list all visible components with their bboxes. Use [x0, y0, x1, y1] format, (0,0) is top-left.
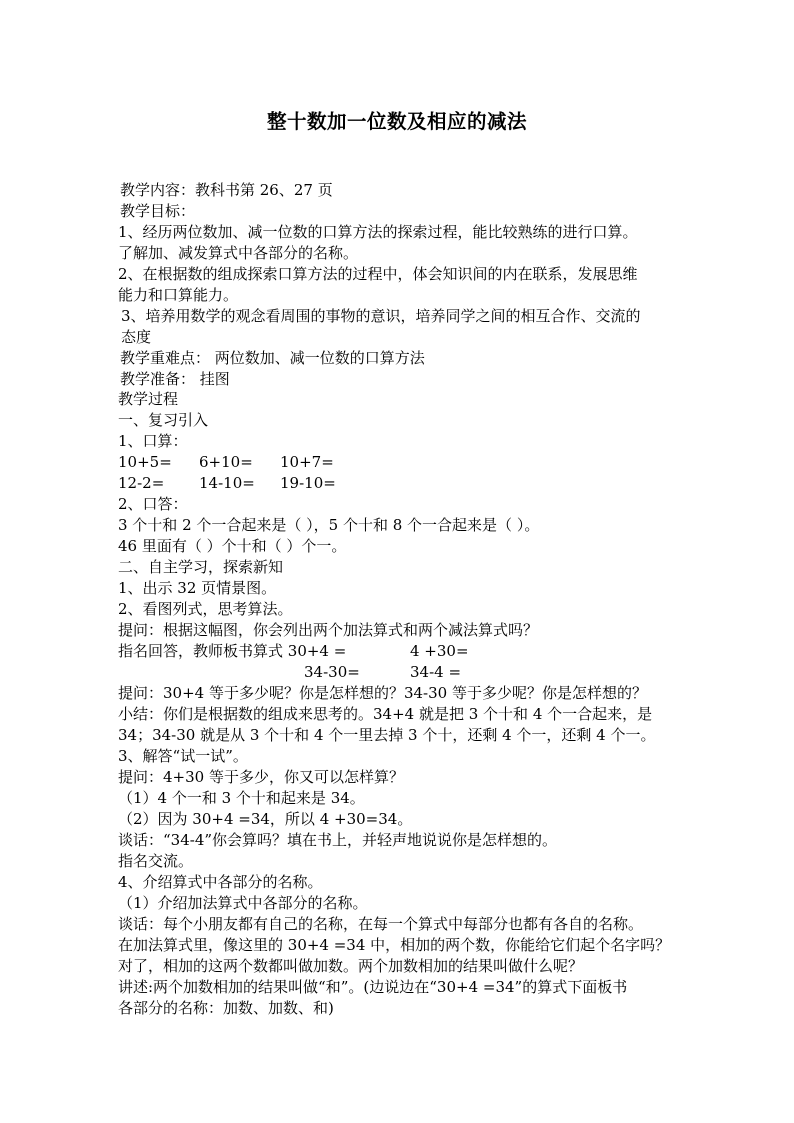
oral-question-1: 3 个十和 2 个一合起来是（ ），5 个十和 8 个一合起来是（ ）。	[118, 516, 540, 534]
board-equation: 4 +30=	[410, 642, 469, 660]
oral-question-2: 46 里面有（ ）个十和（ ）个一。	[118, 537, 347, 555]
exercise: 12-2=	[118, 474, 165, 492]
exercise-row-1	[0, 452, 794, 472]
summary-line-2: 34；34-30 就是从 3 个十和 4 个一里去掉 3 个十，还剩 4 个一，还剩 4 个一。	[118, 726, 656, 744]
goal-1-line-2: 了解加、减发算式中各部分的名称。	[118, 244, 359, 262]
process-heading: 教学过程	[118, 390, 179, 408]
goal-1-line-1: 1、经历两位数加、减一位数的口算方法的探索过程，能比较熟练的进行口算。	[118, 223, 638, 241]
exercise: 14-10=	[199, 474, 255, 492]
question-2: 提问：30+4 等于多少呢？你是怎样想的？34-30 等于多少呢？你是怎样想的？	[118, 684, 647, 702]
document-title: 整十数加一位数及相应的减法	[266, 110, 527, 133]
question-3: 提问：4+30 等于多少，你又可以怎样算？	[118, 768, 404, 786]
board-equation: 34-30=	[304, 663, 360, 681]
step-3: 3、解答“试一试”。	[118, 747, 248, 765]
exercise-row-2	[0, 473, 794, 493]
exercise: 10+7=	[280, 453, 334, 471]
summary-line-1: 小结：你们是根据数的组成来思考的。34+4 就是把 3 个十和 4 个一合起来，是	[118, 705, 653, 723]
talk-2-line-3: 对了，相加的这两个数都叫做加数。两个加数相加的结果叫做什么呢？	[118, 957, 584, 975]
goal-3-line-2: 态度	[121, 328, 152, 346]
board-equations-row-2	[0, 662, 794, 682]
section-self-study: 二、自主学习，探索新知	[118, 558, 284, 576]
sub-step-1: （1）介绍加法算式中各部分的名称。	[118, 894, 368, 912]
key-points: 教学重难点： 两位数加、减一位数的口算方法	[120, 349, 425, 367]
teaching-content: 教学内容：教科书第 26、27 页	[120, 181, 333, 199]
answer-lead: 指名回答，教师板书算式 30+4 =	[118, 642, 347, 660]
section-review-intro: 一、复习引入	[118, 411, 209, 429]
step-2: 2、看图列式，思考算法。	[118, 600, 293, 618]
teaching-goals-heading: 教学目标：	[120, 202, 196, 220]
exercise: 10+5=	[118, 453, 172, 471]
exercise: 6+10=	[199, 453, 253, 471]
talk-2-line-1: 谈话：每个小朋友都有自己的名称，在每一个算式中每部分也都有各自的名称。	[118, 915, 644, 933]
question-1: 提问：根据这幅图，你会列出两个加法算式和两个减法算式吗？	[118, 621, 539, 639]
talk-2-line-2: 在加法算式里，像这里的 30+4 =34 中，相加的两个数，你能给它们起个名字吗？	[118, 936, 671, 954]
step-1: 1、出示 32 页情景图。	[118, 579, 277, 597]
talk-1: 谈话：“34-4”你会算吗？填在书上，并轻声地说说你是怎样想的。	[118, 831, 558, 849]
exchange-note: 指名交流。	[118, 852, 194, 870]
method-2: （2）因为 30+4 =34，所以 4 +30=34。	[118, 810, 413, 828]
step-4: 4、介绍算式中各部分的名称。	[118, 873, 323, 891]
oral-answer-label: 2、口答：	[118, 495, 188, 513]
explain-line-2: 各部分的名称：加数、加数、和)	[118, 999, 334, 1017]
goal-2-line-2: 能力和口算能力。	[118, 286, 239, 304]
method-1: （1）4 个一和 3 个十和起来是 34。	[118, 789, 365, 807]
exercise: 19-10=	[280, 474, 336, 492]
board-equation: 34-4 =	[410, 663, 462, 681]
explain-line-1: 讲述:两个加数相加的结果叫做“和”。(边说边在“30+4 =34”的算式下面板书	[118, 978, 628, 996]
oral-calc-label: 1、口算：	[118, 432, 188, 450]
teaching-preparation: 教学准备： 挂图	[120, 370, 230, 388]
board-equations-row-1	[0, 641, 794, 661]
goal-2-line-1: 2、在根据数的组成探索口算方法的过程中，体会知识间的内在联系，发展思维	[118, 265, 638, 283]
goal-3-line-1: 3、培养用数学的观念看周围的事物的意识，培养同学之间的相互合作、交流的	[121, 307, 641, 325]
